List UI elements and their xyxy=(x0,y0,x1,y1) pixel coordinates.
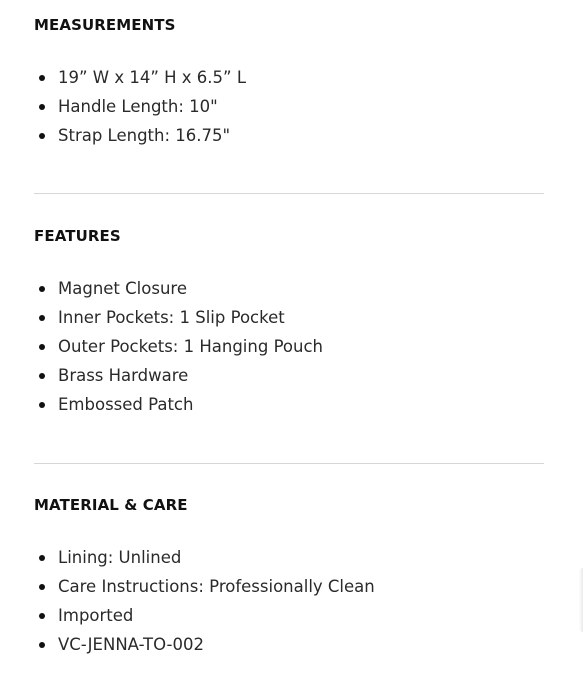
list-item-text: Imported xyxy=(58,606,134,625)
list-item-text: Brass Hardware xyxy=(58,366,189,385)
list-item-text: Handle Length: 10" xyxy=(58,97,218,116)
measurements-list xyxy=(34,68,246,155)
list-item-text: Magnet Closure xyxy=(58,279,187,298)
list-item-text: Lining: Unlined xyxy=(58,548,182,567)
list-item-text: Strap Length: 16.75" xyxy=(58,126,231,145)
bullet-dot-icon xyxy=(39,402,45,408)
bullet-dot-icon xyxy=(39,286,45,292)
list-item-text: VC-JENNA-TO-002 xyxy=(58,635,204,654)
edge-shadow xyxy=(579,568,583,632)
section-title-features: FEATURES xyxy=(34,227,121,245)
section-divider xyxy=(34,193,544,194)
list-item xyxy=(34,68,246,97)
list-item xyxy=(34,548,375,577)
list-item xyxy=(34,395,323,424)
measurements-section xyxy=(34,16,544,145)
list-item xyxy=(34,279,323,308)
features-section xyxy=(34,227,544,414)
bullet-dot-icon xyxy=(39,104,45,110)
list-item-text: 19” W x 14” H x 6.5” L xyxy=(58,68,247,87)
list-item-text: Embossed Patch xyxy=(58,395,194,414)
bullet-dot-icon xyxy=(39,373,45,379)
material-care-section xyxy=(34,496,544,654)
list-item xyxy=(34,635,375,664)
bullet-dot-icon xyxy=(39,344,45,350)
list-item xyxy=(34,126,246,155)
bullet-dot-icon xyxy=(39,642,45,648)
list-item-text: Care Instructions: Professionally Clean xyxy=(58,577,375,596)
section-title-measurements: MEASUREMENTS xyxy=(34,16,176,34)
bullet-dot-icon xyxy=(39,315,45,321)
bullet-dot-icon xyxy=(39,584,45,590)
bullet-dot-icon xyxy=(39,75,45,81)
list-item xyxy=(34,337,323,366)
list-item xyxy=(34,577,375,606)
bullet-dot-icon xyxy=(39,133,45,139)
section-divider xyxy=(34,463,544,464)
bullet-dot-icon xyxy=(39,613,45,619)
section-title-material-care: MATERIAL & CARE xyxy=(34,496,188,514)
bullet-dot-icon xyxy=(39,555,45,561)
list-item-text: Inner Pockets: 1 Slip Pocket xyxy=(58,308,285,327)
material-care-list xyxy=(34,548,375,664)
list-item-text: Outer Pockets: 1 Hanging Pouch xyxy=(58,337,324,356)
list-item xyxy=(34,97,246,126)
list-item xyxy=(34,308,323,337)
list-item xyxy=(34,606,375,635)
list-item xyxy=(34,366,323,395)
features-list xyxy=(34,279,323,424)
